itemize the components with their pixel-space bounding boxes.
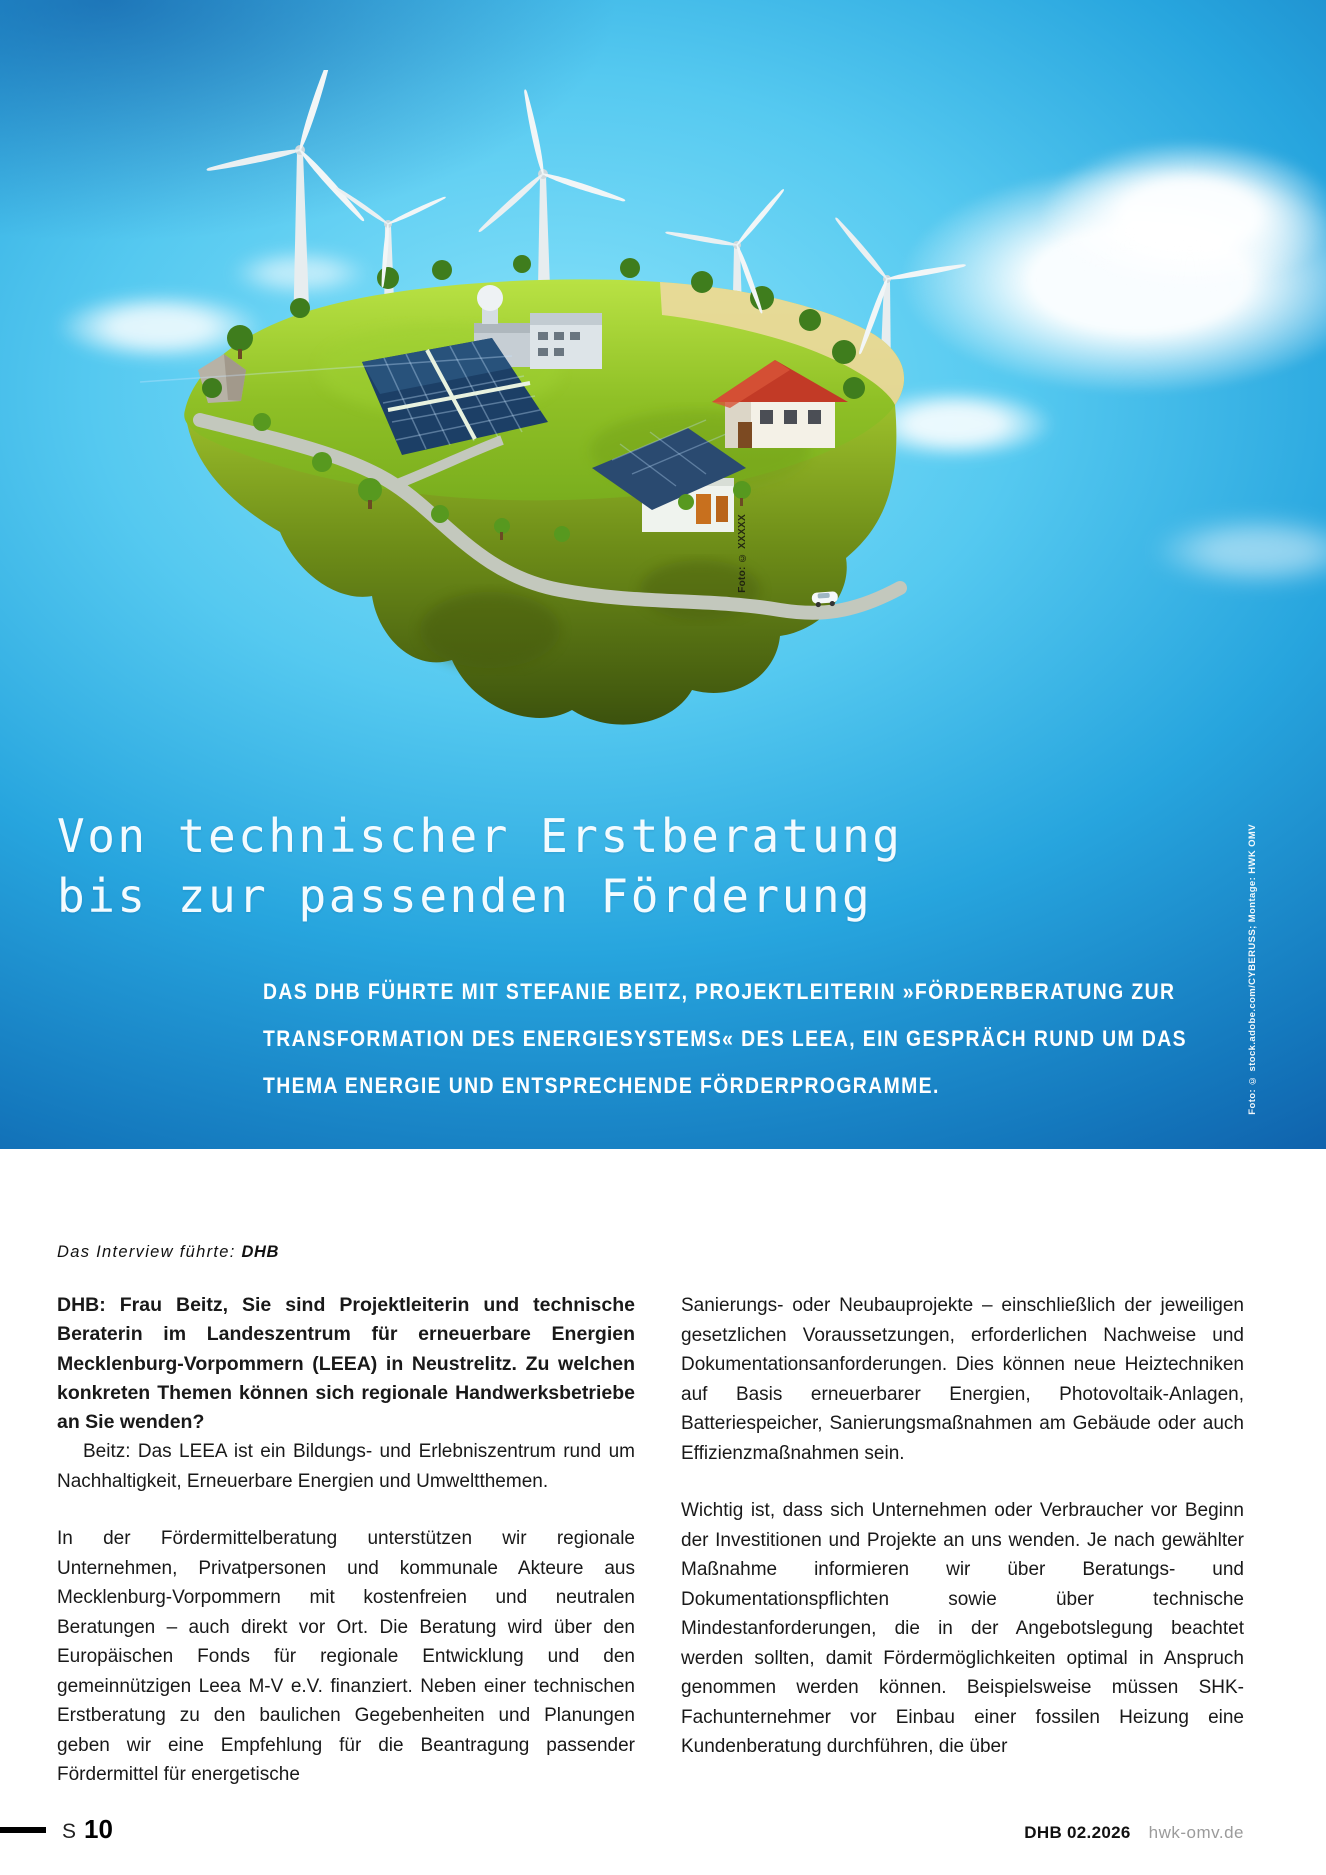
- interview-paragraph: Sanierungs- oder Neubauprojekte – einschließlich der jeweiligen gesetzlichen Voraussetzungen, erforderlichen Nachweise und Dokumentationsanforderungen. Dies können neue Heiztechniken auf Basis erneuerbarer Energien, Photovoltaik-Anlagen, Batteriespeicher, Sanierungsmaßnahmen am Gebäude oder auch Effizienzmaßnahmen sein.: [681, 1295, 1244, 1464]
- page-number: 10: [84, 1814, 113, 1844]
- title-line-1: Von technischer Erstberatung: [57, 809, 903, 863]
- column-right: [681, 1291, 1244, 1790]
- website-label: hwk-omv.de: [1148, 1823, 1244, 1842]
- interview-question: DHB: Frau Beitz, Sie sind Projektleiterin und technische Beraterin im Landeszentrum für erneuerbare Energien Mecklenburg-Vorpommern (LEEA) in Neustrelitz. Zu welchen konkreten Themen können sich regionale Handwerksbetriebe an Sie wenden?: [57, 1294, 635, 1434]
- page-title: [57, 806, 902, 926]
- interview-answer-intro: Beitz: Das LEEA ist ein Bildungs- und Erlebniszentrum rund um Nachhaltigkeit, Erneuerbare Energien und Umweltthemen.: [57, 1441, 635, 1492]
- photo-credit: Foto: © stock.adobe.com/CYBERUSS; Montage: HWK OMV: [1247, 824, 1258, 1115]
- deck-line: TRANSFORMATION DES ENERGIESYSTEMS« DES LEEA, EIN GESPRÄCH RUND UM DAS: [263, 1026, 1187, 1051]
- island-photo-credit: Foto: © XXXXX: [737, 514, 748, 593]
- interview-paragraph: Wichtig ist, dass sich Unternehmen oder Verbraucher vor Beginn der Investitionen und Projekte an uns wenden. Je nach gewählter Maßnahme informieren wir über Beratungs- und Dokumentationspflichten sowie über technische Mindestanforderungen, die in der Angebotslegung beachtet werden sollten, damit Fördermöglichkeiten optimal in Anspruch genommen werden können. Beispielsweise müssen SHK- Fachunternehmer vor Einbau einer fossilen Heizung eine Kundenberatung durchführen, die über: [681, 1500, 1244, 1757]
- deck-line: THEMA ENERGIE UND ENTSPRECHENDE FÖRDERPROGRAMME.: [263, 1073, 940, 1098]
- column-left: [57, 1291, 635, 1790]
- deck-line: DAS DHB FÜHRTE MIT STEFANIE BEITZ, PROJEKTLEITERIN »FÖRDERBERATUNG ZUR: [263, 979, 1176, 1004]
- article-body: [57, 1291, 1244, 1790]
- footer-rule: [0, 1827, 46, 1833]
- byline: [57, 1243, 279, 1262]
- page-footer: [0, 1814, 1244, 1845]
- cloud: [1040, 140, 1326, 290]
- issue-label: DHB 02.2026: [1024, 1823, 1131, 1842]
- floating-island-illustration: [140, 70, 970, 790]
- cloud: [1150, 515, 1326, 587]
- byline-label: Das Interview führte:: [57, 1243, 242, 1261]
- byline-author: DHB: [241, 1243, 280, 1261]
- page-label: S: [62, 1820, 78, 1843]
- intro-deck: [263, 968, 1187, 1109]
- interview-paragraph: In der Fördermittelberatung unterstützen wir regionale Unternehmen, Privatpersonen und kommunale Akteure aus Mecklenburg-Vorpommern mit kostenfreien und neutralen Beratungen – auch direkt vor Ort. Die Beratung wird über den Europäischen Fonds für regionale Entwicklung und den gemeinnützigen Leea M-V e.V. finanziert. Neben einer technischen Erstberatung zu den baulichen Gegebenheiten und Planungen geben wir eine Empfehlung für die Beantragung passender Fördermittel für energetische: [57, 1528, 635, 1786]
- title-line-2: bis zur passenden Förderung: [57, 869, 873, 923]
